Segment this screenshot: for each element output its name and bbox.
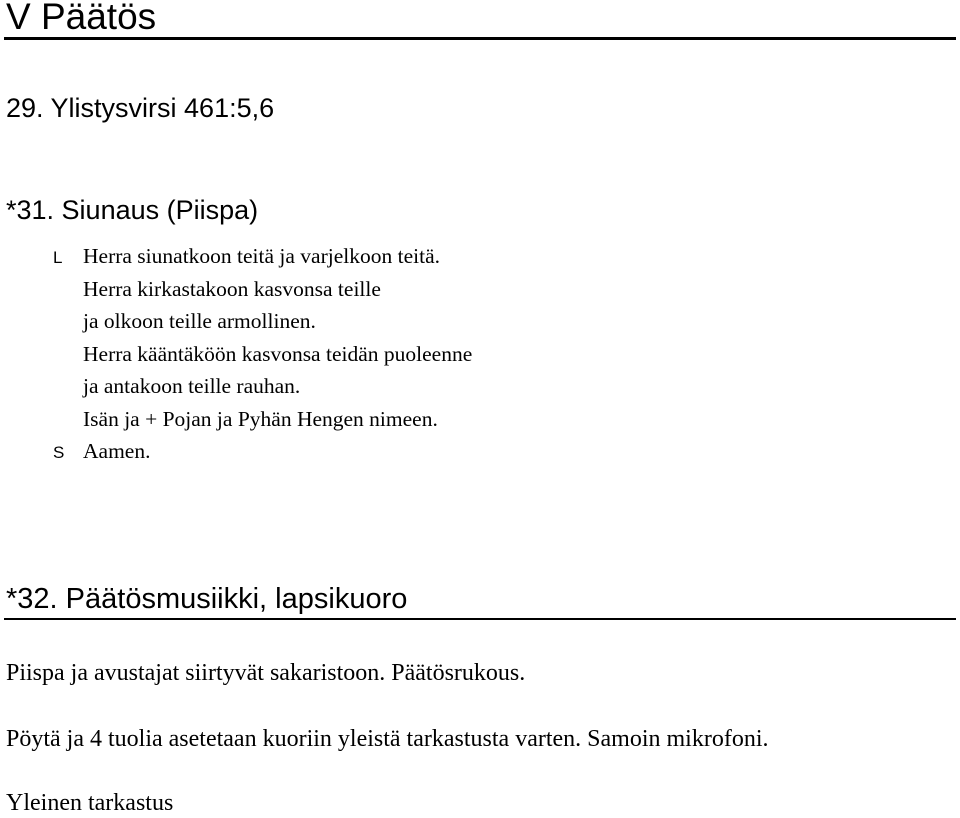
hymn-heading: 29. Ylistysvirsi 461:5,6 [6,93,275,123]
blessing-line-text: ja olkoon teille armollinen. [83,309,316,333]
blessing-heading: *31. Siunaus (Piispa) [6,195,259,225]
section-title: V Päätös [6,0,157,37]
section-divider [4,37,956,40]
blessing-line-text: ja antakoon teille rauhan. [83,374,301,398]
blessing-line-text: Herra siunatkoon teitä ja varjelkoon teitä. [83,244,441,268]
blessing-line-text: Aamen. [83,439,151,463]
blessing-line [0,403,960,436]
blessing-line [0,338,960,371]
instruction-paragraph: Pöytä ja 4 tuolia asetetaan kuoriin yleistä tarkastusta varten. Samoin mikrofoni. [6,726,769,752]
blessing-line-text: Herra kääntäköön kasvonsa teidän puoleenne [83,341,473,366]
blessing-text [0,240,960,468]
blessing-line [0,370,960,403]
blessing-line [0,273,960,306]
music-divider [4,618,956,620]
blessing-line [0,435,960,468]
blessing-line [0,305,960,338]
blessing-line-text: Herra kirkastakoon kasvonsa teille [83,276,381,301]
speaker-marker: L [53,248,63,267]
blessing-line-text: Isän ja + Pojan ja Pyhän Hengen nimeen. [83,406,438,431]
speaker-marker: S [53,443,65,462]
music-heading: *32. Päätösmusiikki, lapsikuoro [6,583,408,615]
instruction-paragraph: Yleinen tarkastus [6,790,174,816]
instruction-paragraph: Piispa ja avustajat siirtyvät sakaristoon. Päätösrukous. [6,660,526,686]
blessing-line [0,240,960,273]
